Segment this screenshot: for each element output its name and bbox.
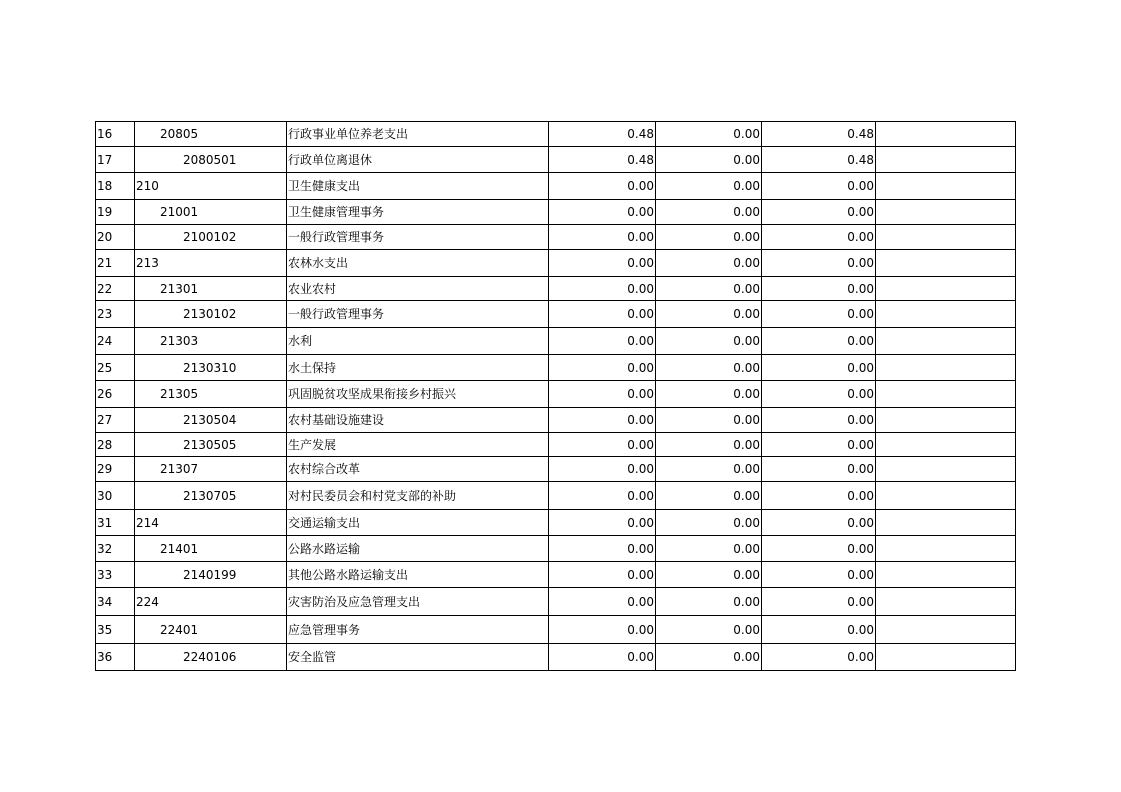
subject-name-cell: 应急管理事务: [287, 616, 549, 644]
subject-name-cell: 灾害防治及应急管理支出: [287, 588, 549, 616]
subject-name-cell: 其他公路水路运输支出: [287, 562, 549, 588]
table-row: [96, 616, 1016, 644]
subject-name-cell: 行政事业单位养老支出: [287, 122, 549, 147]
amount-project-cell: 0.00: [762, 200, 876, 225]
subject-code-cell: 224: [135, 588, 287, 616]
subject-name-cell: 对村民委员会和村党支部的补助: [287, 482, 549, 510]
table-body: [96, 122, 1016, 671]
amount-basic-cell: 0.00: [656, 644, 762, 671]
note-cell: [876, 457, 1016, 482]
note-cell: [876, 355, 1016, 381]
row-number-cell: 26: [96, 381, 135, 408]
amount-total-cell: 0.00: [549, 588, 656, 616]
amount-project-cell: 0.00: [762, 225, 876, 250]
subject-code-cell: 2130504: [135, 408, 287, 433]
row-number-cell: 20: [96, 225, 135, 250]
amount-total-cell: 0.00: [549, 277, 656, 301]
subject-code-cell: 2140199: [135, 562, 287, 588]
table-row: [96, 328, 1016, 355]
amount-basic-cell: 0.00: [656, 173, 762, 200]
amount-total-cell: 0.00: [549, 301, 656, 328]
amount-project-cell: 0.00: [762, 381, 876, 408]
amount-basic-cell: 0.00: [656, 381, 762, 408]
amount-project-cell: 0.00: [762, 408, 876, 433]
subject-name-cell: 水利: [287, 328, 549, 355]
amount-basic-cell: 0.00: [656, 122, 762, 147]
subject-code-cell: 2130310: [135, 355, 287, 381]
row-number-cell: 17: [96, 147, 135, 173]
note-cell: [876, 225, 1016, 250]
amount-total-cell: 0.00: [549, 408, 656, 433]
subject-code-cell: 2130505: [135, 433, 287, 457]
note-cell: [876, 562, 1016, 588]
amount-basic-cell: 0.00: [656, 328, 762, 355]
amount-project-cell: 0.48: [762, 122, 876, 147]
note-cell: [876, 381, 1016, 408]
note-cell: [876, 433, 1016, 457]
amount-project-cell: 0.00: [762, 301, 876, 328]
amount-basic-cell: 0.00: [656, 355, 762, 381]
amount-project-cell: 0.00: [762, 250, 876, 277]
note-cell: [876, 250, 1016, 277]
row-number-cell: 31: [96, 510, 135, 536]
subject-name-cell: 农村基础设施建设: [287, 408, 549, 433]
amount-total-cell: 0.00: [549, 381, 656, 408]
amount-basic-cell: 0.00: [656, 536, 762, 562]
table-row: [96, 147, 1016, 173]
amount-basic-cell: 0.00: [656, 510, 762, 536]
amount-total-cell: 0.00: [549, 562, 656, 588]
subject-name-cell: 卫生健康管理事务: [287, 200, 549, 225]
subject-name-cell: 安全监管: [287, 644, 549, 671]
subject-name-cell: 农村综合改革: [287, 457, 549, 482]
amount-total-cell: 0.00: [549, 433, 656, 457]
note-cell: [876, 616, 1016, 644]
table-row: [96, 588, 1016, 616]
note-cell: [876, 328, 1016, 355]
row-number-cell: 19: [96, 200, 135, 225]
amount-basic-cell: 0.00: [656, 408, 762, 433]
subject-name-cell: 公路水路运输: [287, 536, 549, 562]
table-row: [96, 433, 1016, 457]
amount-project-cell: 0.00: [762, 328, 876, 355]
note-cell: [876, 482, 1016, 510]
subject-name-cell: 巩固脱贫攻坚成果衔接乡村振兴: [287, 381, 549, 408]
amount-project-cell: 0.00: [762, 562, 876, 588]
amount-basic-cell: 0.00: [656, 588, 762, 616]
subject-code-cell: 2240106: [135, 644, 287, 671]
row-number-cell: 30: [96, 482, 135, 510]
note-cell: [876, 408, 1016, 433]
row-number-cell: 27: [96, 408, 135, 433]
subject-code-cell: 21307: [135, 457, 287, 482]
row-number-cell: 24: [96, 328, 135, 355]
note-cell: [876, 536, 1016, 562]
table-row: [96, 457, 1016, 482]
amount-project-cell: 0.00: [762, 588, 876, 616]
subject-name-cell: 农林水支出: [287, 250, 549, 277]
amount-total-cell: 0.00: [549, 616, 656, 644]
amount-basic-cell: 0.00: [656, 200, 762, 225]
amount-project-cell: 0.00: [762, 277, 876, 301]
amount-project-cell: 0.00: [762, 457, 876, 482]
amount-basic-cell: 0.00: [656, 616, 762, 644]
row-number-cell: 28: [96, 433, 135, 457]
amount-total-cell: 0.48: [549, 122, 656, 147]
row-number-cell: 18: [96, 173, 135, 200]
table-row: [96, 277, 1016, 301]
table-row: [96, 644, 1016, 671]
amount-basic-cell: 0.00: [656, 277, 762, 301]
subject-code-cell: 22401: [135, 616, 287, 644]
subject-code-cell: 21401: [135, 536, 287, 562]
table-row: [96, 536, 1016, 562]
amount-basic-cell: 0.00: [656, 457, 762, 482]
row-number-cell: 32: [96, 536, 135, 562]
amount-total-cell: 0.00: [549, 482, 656, 510]
note-cell: [876, 644, 1016, 671]
amount-basic-cell: 0.00: [656, 482, 762, 510]
note-cell: [876, 588, 1016, 616]
subject-name-cell: 一般行政管理事务: [287, 225, 549, 250]
table-row: [96, 173, 1016, 200]
amount-project-cell: 0.00: [762, 510, 876, 536]
subject-code-cell: 21303: [135, 328, 287, 355]
amount-project-cell: 0.48: [762, 147, 876, 173]
amount-project-cell: 0.00: [762, 536, 876, 562]
row-number-cell: 16: [96, 122, 135, 147]
amount-total-cell: 0.00: [549, 644, 656, 671]
note-cell: [876, 173, 1016, 200]
subject-name-cell: 生产发展: [287, 433, 549, 457]
row-number-cell: 29: [96, 457, 135, 482]
amount-total-cell: 0.00: [549, 200, 656, 225]
row-number-cell: 25: [96, 355, 135, 381]
subject-code-cell: 2080501: [135, 147, 287, 173]
table-row: [96, 510, 1016, 536]
amount-project-cell: 0.00: [762, 616, 876, 644]
note-cell: [876, 277, 1016, 301]
subject-code-cell: 21001: [135, 200, 287, 225]
table-row: [96, 225, 1016, 250]
table-row: [96, 562, 1016, 588]
subject-code-cell: 2100102: [135, 225, 287, 250]
table-row: [96, 408, 1016, 433]
subject-code-cell: 2130705: [135, 482, 287, 510]
note-cell: [876, 147, 1016, 173]
table-row: [96, 122, 1016, 147]
note-cell: [876, 122, 1016, 147]
subject-code-cell: 214: [135, 510, 287, 536]
amount-total-cell: 0.00: [549, 173, 656, 200]
amount-total-cell: 0.00: [549, 225, 656, 250]
amount-basic-cell: 0.00: [656, 433, 762, 457]
row-number-cell: 23: [96, 301, 135, 328]
amount-project-cell: 0.00: [762, 355, 876, 381]
amount-total-cell: 0.48: [549, 147, 656, 173]
amount-project-cell: 0.00: [762, 173, 876, 200]
subject-name-cell: 一般行政管理事务: [287, 301, 549, 328]
amount-total-cell: 0.00: [549, 250, 656, 277]
subject-code-cell: 21305: [135, 381, 287, 408]
amount-total-cell: 0.00: [549, 457, 656, 482]
amount-total-cell: 0.00: [549, 355, 656, 381]
row-number-cell: 33: [96, 562, 135, 588]
amount-basic-cell: 0.00: [656, 147, 762, 173]
table-row: [96, 381, 1016, 408]
amount-total-cell: 0.00: [549, 536, 656, 562]
subject-name-cell: 交通运输支出: [287, 510, 549, 536]
subject-code-cell: 210: [135, 173, 287, 200]
row-number-cell: 21: [96, 250, 135, 277]
note-cell: [876, 200, 1016, 225]
row-number-cell: 36: [96, 644, 135, 671]
table-row: [96, 301, 1016, 328]
table-row: [96, 482, 1016, 510]
subject-code-cell: 2130102: [135, 301, 287, 328]
row-number-cell: 35: [96, 616, 135, 644]
row-number-cell: 22: [96, 277, 135, 301]
budget-expenditure-table: [95, 121, 1016, 671]
subject-code-cell: 20805: [135, 122, 287, 147]
table-row: [96, 200, 1016, 225]
subject-name-cell: 卫生健康支出: [287, 173, 549, 200]
amount-basic-cell: 0.00: [656, 250, 762, 277]
amount-project-cell: 0.00: [762, 644, 876, 671]
subject-name-cell: 农业农村: [287, 277, 549, 301]
amount-basic-cell: 0.00: [656, 301, 762, 328]
row-number-cell: 34: [96, 588, 135, 616]
amount-basic-cell: 0.00: [656, 562, 762, 588]
subject-name-cell: 行政单位离退休: [287, 147, 549, 173]
amount-basic-cell: 0.00: [656, 225, 762, 250]
table-row: [96, 355, 1016, 381]
amount-total-cell: 0.00: [549, 328, 656, 355]
amount-project-cell: 0.00: [762, 482, 876, 510]
amount-total-cell: 0.00: [549, 510, 656, 536]
subject-code-cell: 213: [135, 250, 287, 277]
amount-project-cell: 0.00: [762, 433, 876, 457]
subject-code-cell: 21301: [135, 277, 287, 301]
subject-name-cell: 水土保持: [287, 355, 549, 381]
table-row: [96, 250, 1016, 277]
note-cell: [876, 510, 1016, 536]
note-cell: [876, 301, 1016, 328]
